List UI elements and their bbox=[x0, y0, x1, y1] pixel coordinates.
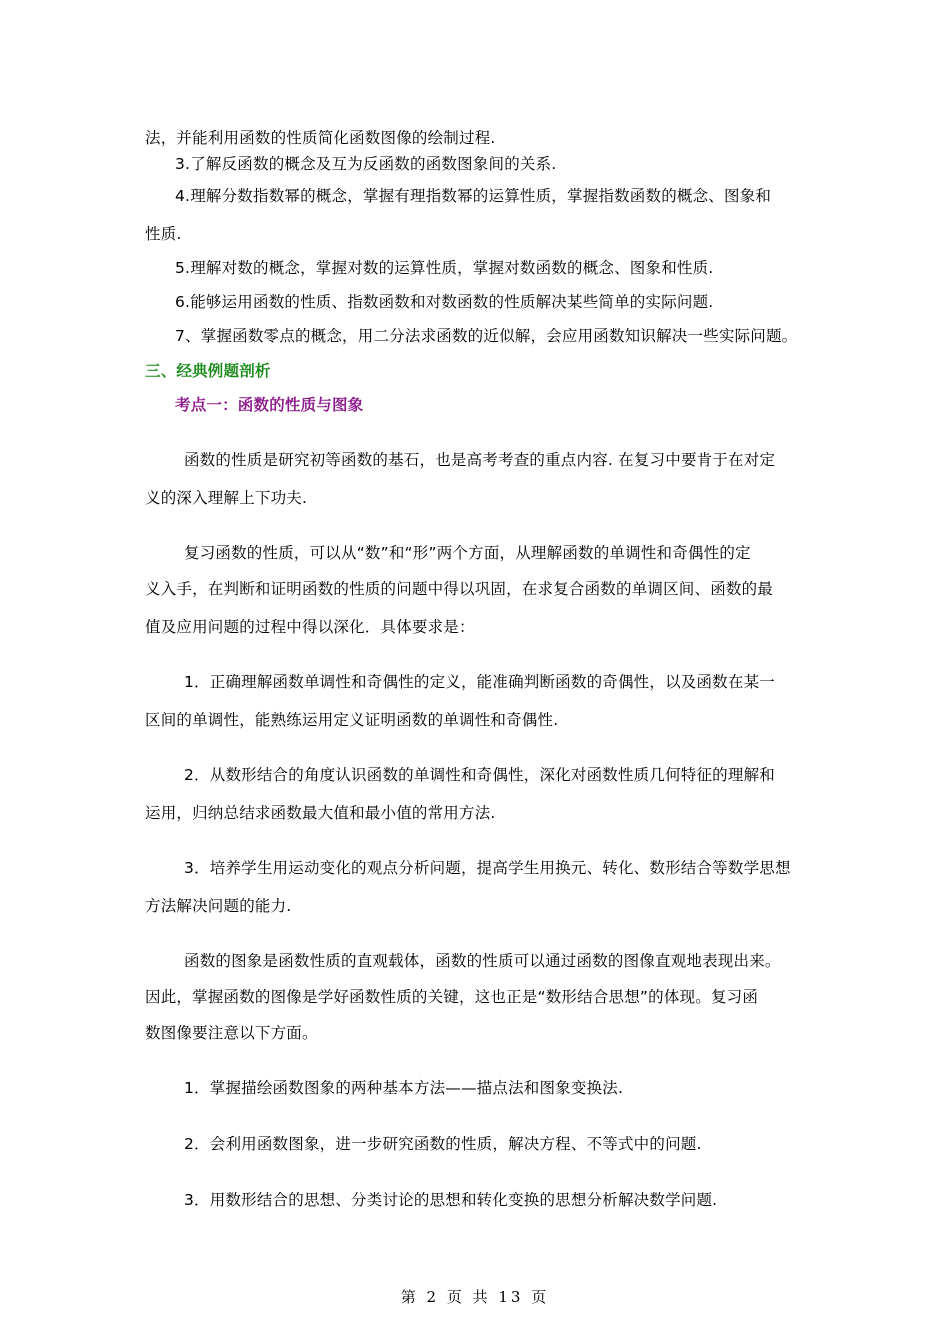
list-item: 2．从数形结合的角度认识函数的单调性和奇偶性，深化对函数性质几何特征的理解和 bbox=[184, 766, 775, 784]
paragraph-line: 数图像要注意以下方面。 bbox=[145, 1024, 318, 1042]
page-footer: 第 2 页 共 13 页 bbox=[400, 1288, 550, 1306]
list-item: 5.理解对数的概念，掌握对数的运算性质，掌握对数函数的概念、图象和性质. bbox=[175, 259, 714, 277]
list-item-continuation: 运用，归纳总结求函数最大值和最小值的常用方法. bbox=[145, 804, 496, 822]
paragraph-line: 义入手，在判断和证明函数的性质的问题中得以巩固，在求复合函数的单调区间、函数的最 bbox=[145, 580, 774, 598]
list-item: 4.理解分数指数幂的概念，掌握有理指数幂的运算性质，掌握指数函数的概念、图象和 bbox=[175, 187, 772, 205]
paragraph-line: 函数的性质是研究初等函数的基石，也是高考考查的重点内容. 在复习中要肯于在对定 bbox=[184, 451, 776, 469]
list-item: 3．培养学生用运动变化的观点分析问题，提高学生用换元、转化、数形结合等数学思想 bbox=[184, 859, 791, 877]
list-item: 7、掌握函数零点的概念，用二分法求函数的近似解，会应用函数知识解决一些实际问题。 bbox=[175, 327, 798, 345]
list-item-continuation: 方法解决问题的能力. bbox=[145, 897, 292, 915]
paragraph-line: 值及应用问题的过程中得以深化．具体要求是： bbox=[145, 618, 475, 636]
list-item: 6.能够运用函数的性质、指数函数和对数函数的性质解决某些简单的实际问题. bbox=[175, 293, 714, 311]
section-heading: 三、经典例题剖析 bbox=[145, 362, 271, 380]
list-item: 2．会利用函数图象，进一步研究函数的性质，解决方程、不等式中的问题. bbox=[184, 1135, 702, 1153]
list-item: 1．正确理解函数单调性和奇偶性的定义，能准确判断函数的奇偶性，以及函数在某一 bbox=[184, 673, 775, 691]
list-item: 3．用数形结合的思想、分类讨论的思想和转化变换的思想分析解决数学问题. bbox=[184, 1191, 718, 1209]
paragraph-line: 复习函数的性质，可以从“数”和“形”两个方面，从理解函数的单调性和奇偶性的定 bbox=[184, 544, 751, 562]
text-line: 性质. bbox=[145, 225, 182, 243]
paragraph-line: 函数的图象是函数性质的直观载体，函数的性质可以通过函数的图像直观地表现出来。 bbox=[184, 952, 781, 970]
text-line: 法，并能利用函数的性质简化函数图像的绘制过程. bbox=[145, 129, 496, 147]
list-item: 1．掌握描绘函数图象的两种基本方法——描点法和图象变换法. bbox=[184, 1079, 624, 1097]
subsection-heading: 考点一：函数的性质与图象 bbox=[175, 396, 364, 414]
list-item: 3.了解反函数的概念及互为反函数的函数图象间的关系. bbox=[175, 155, 557, 173]
paragraph-line: 义的深入理解上下功夫. bbox=[145, 489, 308, 507]
paragraph-line: 因此，掌握函数的图像是学好函数性质的关键，这也正是“数形结合思想”的体现。复习函 bbox=[145, 988, 759, 1006]
list-item-continuation: 区间的单调性，能熟练运用定义证明函数的单调性和奇偶性. bbox=[145, 711, 559, 729]
